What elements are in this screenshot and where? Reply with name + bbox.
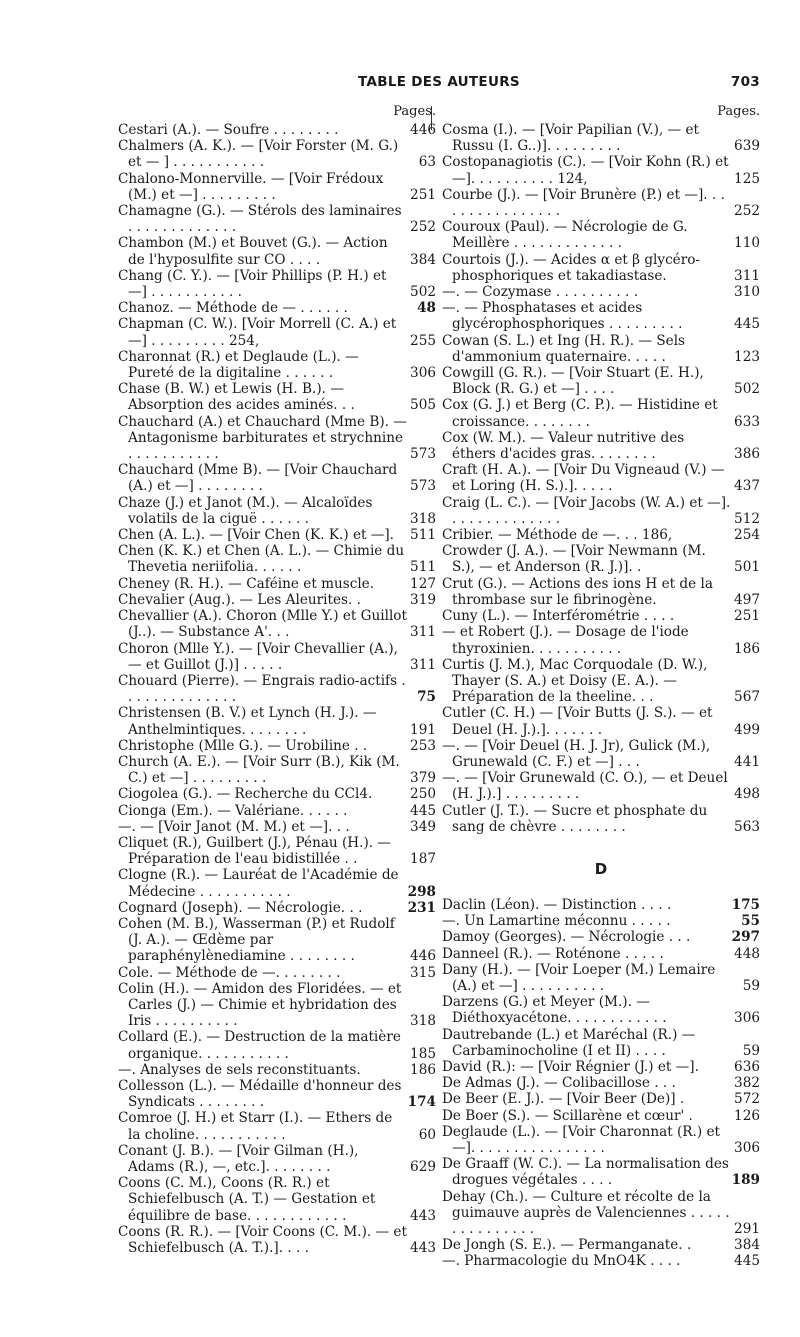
entry-text: Cosma (I.). — [Voir Papilian (V.), — et Russu (I. G..)]. . . . . . . . . bbox=[442, 122, 699, 155]
index-entry bbox=[442, 913, 760, 929]
entry-text: Cox (G. J.) et Berg (C. P.). — Histidine et croissance. . . . . . . . bbox=[442, 397, 718, 430]
entry-text: Dany (H.). — [Voir Loeper (M.) Lemaire (A.) et —] . . . . . . . . . . bbox=[442, 961, 716, 994]
index-entry bbox=[442, 365, 760, 397]
entry-page-number: 443 bbox=[410, 1207, 436, 1224]
index-entry bbox=[118, 316, 436, 348]
entry-text: Deglaude (L.). — [Voir Charonnat (R.) et —]. . . . . . . . . . . . . . . . bbox=[442, 1123, 720, 1156]
entry-text: De Jongh (S. E.). — Permanganate. . bbox=[442, 1237, 692, 1254]
index-entry bbox=[442, 946, 760, 962]
index-entry bbox=[118, 754, 436, 786]
index-entry bbox=[442, 397, 760, 429]
index-entry bbox=[442, 1253, 760, 1269]
entry-text: Dehay (Ch.). — Culture et récolte de la guimauve auprès de Valenciennes . . . . . . . . . . . . . . . bbox=[442, 1188, 730, 1237]
entry-text: — et Robert (J.). — Dosage de l'iode thyroxinien. . . . . . . . . . . bbox=[442, 624, 689, 657]
entry-text: —. — [Voir Janot (M. M.) et —]. . . bbox=[118, 818, 350, 835]
entry-text: Chalmers (A. K.). — [Voir Forster (M. G.) et — ] . . . . . . . . . . . bbox=[118, 138, 399, 171]
entry-text: David (R.): — [Voir Régnier (J.) et —]. bbox=[442, 1058, 699, 1075]
entry-text: Cognard (Joseph). — Nécrologie. . . bbox=[118, 899, 363, 916]
left-entry-list bbox=[118, 122, 436, 1256]
entry-text: Damoy (Georges). — Nécrologie . . . bbox=[442, 929, 691, 946]
index-entry bbox=[442, 1189, 760, 1238]
entry-page-number: 175 bbox=[731, 896, 760, 913]
entry-page-number: 443 bbox=[410, 1240, 436, 1257]
entry-page-number: 382 bbox=[734, 1075, 760, 1092]
entry-text: Conant (J. B.). — [Voir Gilman (H.), Adams (R.), —, etc.]. . . . . . . . bbox=[118, 1142, 359, 1175]
entry-text: Cutler (C. H.) — [Voir Butts (J. S.). — et Deuel (H. J.).]. . . . . . . bbox=[442, 705, 713, 738]
entry-text: Clogne (R.). — Lauréat de l'Académie de Médecine . . . . . . . . . . . bbox=[118, 867, 399, 900]
entry-page-number: 511 bbox=[410, 527, 436, 544]
index-entry bbox=[118, 1062, 436, 1078]
entry-text: Chauchard (Mme B). — [Voir Chauchard (A.) et —] . . . . . . . . bbox=[118, 462, 398, 495]
entry-page-number: 445 bbox=[410, 802, 436, 819]
index-entry bbox=[118, 608, 436, 640]
entry-page-number: 448 bbox=[734, 945, 760, 962]
index-entry bbox=[118, 171, 436, 203]
entry-page-number: 310 bbox=[734, 284, 760, 301]
index-entry bbox=[442, 527, 760, 543]
entry-page-number: 563 bbox=[734, 818, 760, 835]
entry-page-number: 59 bbox=[742, 977, 760, 994]
entry-text: —. — [Voir Grunewald (C. O.), — et Deuel (H. J.).] . . . . . . . . . bbox=[442, 770, 728, 803]
entry-page-number: 441 bbox=[734, 753, 760, 770]
index-entry bbox=[442, 154, 760, 186]
entry-text: Collard (E.). — Destruction de la matière organique. . . . . . . . . . . bbox=[118, 1029, 401, 1062]
d-entry-list bbox=[442, 897, 760, 1270]
entry-page-number: 48 bbox=[417, 300, 436, 317]
running-head bbox=[118, 74, 760, 94]
entry-page-number: 60 bbox=[418, 1126, 436, 1143]
index-entry bbox=[118, 1078, 436, 1110]
entry-text: Cestari (A.). — Soufre . . . . . . . . bbox=[118, 122, 339, 138]
pages-label: Pages. bbox=[393, 104, 436, 119]
index-entry bbox=[442, 705, 760, 737]
entry-text: —. — Cozymase . . . . . . . . . . bbox=[442, 284, 639, 301]
entry-page-number: 319 bbox=[410, 591, 436, 608]
page-title: TABLE DES AUTEURS bbox=[358, 74, 520, 90]
index-entry bbox=[442, 657, 760, 706]
entry-text: Curtis (J. M.), Mac Corquodale (D. W.), Thayer (S. A.) et Doisy (E. A.). — Préparation de la theeline. . . bbox=[442, 656, 708, 706]
entry-page-number: 639 bbox=[734, 138, 760, 155]
entry-page-number: 306 bbox=[734, 1010, 760, 1027]
entry-page-number: 127 bbox=[410, 575, 436, 592]
entry-text: —. Pharmacologie du MnO4K . . . . bbox=[442, 1253, 681, 1270]
index-entry bbox=[442, 770, 760, 802]
entry-text: Daclin (Léon). — Distinction . . . . bbox=[442, 896, 672, 913]
index-entry bbox=[118, 1143, 436, 1175]
index-entry bbox=[442, 462, 760, 494]
entry-page-number: 446 bbox=[410, 948, 436, 965]
entry-page-number: 306 bbox=[734, 1139, 760, 1156]
entry-text: Charonnat (R.) et Deglaude (L.). — Pureté de la digitaline . . . . . . bbox=[118, 348, 359, 382]
index-entry bbox=[118, 786, 436, 802]
entry-text: Craft (H. A.). — [Voir Du Vigneaud (V.) — et Loring (H. S.).]. . . . . bbox=[442, 462, 725, 495]
right-entry-list bbox=[442, 122, 760, 835]
index-entry bbox=[442, 1027, 760, 1059]
entry-text: —. Un Lamartine méconnu . . . . . bbox=[442, 913, 671, 930]
entry-text: Chase (B. W.) et Lewis (H. B.). — Absorption des acides aminés. . . bbox=[118, 381, 355, 414]
index-entry bbox=[118, 349, 436, 381]
entry-page-number: 629 bbox=[410, 1159, 436, 1175]
index-entry bbox=[118, 414, 436, 463]
entry-page-number: 75 bbox=[417, 689, 436, 706]
entry-text: De Beer (E. J.). — [Voir Beer (De)] . bbox=[442, 1091, 685, 1108]
index-entry bbox=[442, 1108, 760, 1124]
entry-text: Chaze (J.) et Janot (M.). — Alcaloïdes volatils de la ciguë . . . . . . bbox=[118, 494, 373, 527]
entry-page-number: 251 bbox=[410, 186, 436, 203]
entry-text: Chauchard (A.) et Chauchard (Mme B). — Antagonisme barbiturates et strychnine . . . . . . . . . . . bbox=[118, 413, 407, 463]
entry-text: —. — Phosphatases et acides glycérophosphoriques . . . . . . . . . bbox=[442, 300, 683, 333]
entry-page-number: 311 bbox=[410, 624, 436, 641]
entry-text: Dautrebande (L.) et Maréchal (R.) — Carbaminocholine (I et II) . . . . bbox=[442, 1026, 696, 1059]
entry-page-number: 636 bbox=[734, 1058, 760, 1075]
entry-text: Chang (C. Y.). — [Voir Phillips (P. H.) et —] . . . . . . . . . . . bbox=[118, 267, 387, 301]
index-entry bbox=[442, 897, 760, 913]
entry-page-number: 185 bbox=[410, 1045, 436, 1062]
entry-text: Cuny (L.). — Interférométrie . . . . bbox=[442, 608, 675, 625]
entry-page-number: 573 bbox=[410, 478, 436, 495]
pages-label: Pages. bbox=[717, 104, 760, 119]
entry-page-number: 306 bbox=[410, 365, 436, 382]
entry-page-number: 186 bbox=[410, 1061, 436, 1078]
index-entry bbox=[442, 1156, 760, 1188]
index-entry bbox=[442, 543, 760, 575]
entry-page-number: 187 bbox=[410, 851, 436, 868]
entry-text: Comroe (J. H.) et Starr (I.). — Ethers de la choline. . . . . . . . . . . bbox=[118, 1110, 393, 1143]
entry-page-number: 110 bbox=[734, 235, 760, 252]
entry-page-number: 384 bbox=[410, 251, 436, 268]
entry-text: Cole. — Méthode de —. . . . . . . . bbox=[118, 964, 341, 981]
entry-page-number: 123 bbox=[734, 348, 760, 365]
entry-text: De Admas (J.). — Colibacillose . . . bbox=[442, 1075, 676, 1092]
index-entry bbox=[442, 284, 760, 300]
entry-page-number: 384 bbox=[734, 1237, 760, 1254]
entry-text: Ciogolea (G.). — Recherche du CCl4. bbox=[118, 786, 373, 803]
index-entry bbox=[118, 1224, 436, 1256]
entry-text: Cheney (R. H.). — Caféine et muscle. bbox=[118, 575, 375, 592]
entry-page-number: 386 bbox=[734, 446, 760, 463]
entry-text: Church (A. E.). — [Voir Surr (B.), Kik (M. C.) et —] . . . . . . . . . bbox=[118, 753, 400, 787]
right-column bbox=[442, 104, 760, 1270]
entry-text: Crowder (J. A.). — [Voir Newmann (M. S.), — et Anderson (R. J.)]. . bbox=[442, 543, 706, 576]
entry-page-number: 379 bbox=[410, 770, 436, 787]
index-entry bbox=[118, 235, 436, 267]
entry-page-number: 186 bbox=[734, 640, 760, 657]
index-entry bbox=[442, 608, 760, 624]
entry-page-number: 437 bbox=[734, 478, 760, 495]
entry-text: Cowan (S. L.) et Ing (H. R.). — Sels d'ammonium quaternaire. . . . . bbox=[442, 332, 686, 365]
entry-text: Cliquet (R.), Guilbert (J.), Pénau (H.). — Préparation de l'eau bidistillée . . bbox=[118, 834, 392, 868]
entry-page-number: 501 bbox=[734, 559, 760, 576]
index-entry bbox=[442, 624, 760, 656]
entry-text: Chevalier (Aug.). — Les Aleurites. . bbox=[118, 591, 361, 608]
entry-text: Chambon (M.) et Bouvet (G.). — Action de l'hyposulfite sur CO . . . . bbox=[118, 235, 388, 268]
entry-text: Courbe (J.). — [Voir Brunère (P.) et —]. . . . . . . . . . . . . . . . bbox=[442, 186, 725, 220]
entry-text: —. — [Voir Deuel (H. J. Jr), Gulick (M.), Grunewald (C. F.) et —] . . . bbox=[442, 737, 711, 770]
entry-page-number: 126 bbox=[734, 1107, 760, 1124]
entry-page-number: 567 bbox=[734, 689, 760, 706]
entry-text: De Boer (S.). — Scillarène et cœur' . bbox=[442, 1107, 693, 1124]
entry-text: Chalono-Monnerville. — [Voir Frédoux (M.) et —] . . . . . . . . . bbox=[118, 170, 384, 203]
entry-page-number: 297 bbox=[731, 929, 760, 946]
entry-text: Cohen (M. B.), Wasserman (P.) et Rudolf (J. A.). — Œdème par paraphénylènediamine . . . . . . . . bbox=[118, 915, 395, 965]
index-entry bbox=[118, 592, 436, 608]
entry-page-number: 318 bbox=[410, 510, 436, 527]
entry-page-number: 125 bbox=[734, 170, 760, 187]
index-entry bbox=[118, 300, 436, 316]
entry-page-number: 311 bbox=[410, 656, 436, 673]
entry-page-number: 572 bbox=[734, 1091, 760, 1108]
entry-page-number: 255 bbox=[410, 332, 436, 349]
index-entry bbox=[442, 187, 760, 219]
index-entry bbox=[118, 835, 436, 867]
index-entry bbox=[118, 803, 436, 819]
entry-page-number: 63 bbox=[418, 154, 436, 171]
entry-text: Craig (L. C.). — [Voir Jacobs (W. A.) et —]. . . . . . . . . . . . . . bbox=[442, 494, 731, 527]
index-entry bbox=[442, 219, 760, 251]
entry-text: Cionga (Em.). — Valériane. . . . . . bbox=[118, 802, 348, 819]
entry-page-number: 315 bbox=[410, 964, 436, 981]
index-entry bbox=[442, 962, 760, 994]
index-entry bbox=[118, 203, 436, 235]
index-entry bbox=[442, 576, 760, 608]
entry-text: Chevallier (A.). Choron (Mlle Y.) et Guillot (J..). — Substance A'. . . bbox=[118, 608, 407, 641]
index-entry bbox=[118, 1110, 436, 1142]
index-entry bbox=[118, 543, 436, 575]
entry-page-number: 311 bbox=[734, 267, 760, 284]
entry-text: Chen (K. K.) et Chen (A. L.). — Chimie du Thevetia neriifolia. . . . . . bbox=[118, 543, 405, 576]
index-entry bbox=[442, 803, 760, 835]
index-entry bbox=[118, 900, 436, 916]
index-entry bbox=[442, 333, 760, 365]
index-entry bbox=[118, 1029, 436, 1061]
entry-text: Cribier. — Méthode de —. . . 186, bbox=[442, 527, 673, 544]
index-entry bbox=[118, 673, 436, 705]
entry-page-number: 349 bbox=[410, 818, 436, 835]
index-entry bbox=[118, 381, 436, 413]
entry-page-number: 445 bbox=[734, 316, 760, 333]
entry-text: Colin (H.). — Amidon des Floridées. — et Carles (J.) — Chimie et hybridation des Iris . . . . . . . . . . bbox=[118, 980, 402, 1030]
entry-page-number: 446 bbox=[410, 122, 436, 138]
entry-page-number: 191 bbox=[410, 721, 436, 738]
entry-text: Chanoz. — Méthode de — . . . . . . bbox=[118, 300, 348, 317]
entry-page-number: 291 bbox=[734, 1221, 760, 1237]
index-entry bbox=[442, 252, 760, 284]
index-entry bbox=[118, 705, 436, 737]
entry-page-number: 505 bbox=[410, 397, 436, 414]
entry-page-number: 174 bbox=[407, 1094, 436, 1111]
entry-text: Couroux (Paul). — Nécrologie de G. Meillère . . . . . . . . . . . . . bbox=[442, 219, 688, 252]
entry-text: Coons (R. R.). — [Voir Coons (C. M.). — et Schiefelbusch (A. T.).]. . . . bbox=[118, 1223, 407, 1257]
index-entry bbox=[442, 929, 760, 945]
entry-page-number: 253 bbox=[410, 737, 436, 754]
entry-page-number: 252 bbox=[410, 219, 436, 236]
entry-page-number: 254 bbox=[734, 527, 760, 544]
entry-page-number: 318 bbox=[410, 1013, 436, 1030]
index-entry bbox=[442, 495, 760, 527]
index-entry bbox=[118, 867, 436, 899]
entry-page-number: 252 bbox=[734, 203, 760, 220]
index-entry bbox=[118, 738, 436, 754]
entry-text: Collesson (L.). — Médaille d'honneur des Syndicats . . . . . . . . bbox=[118, 1077, 402, 1111]
entry-page-number: 573 bbox=[410, 446, 436, 463]
index-entry bbox=[118, 819, 436, 835]
index-entry bbox=[442, 1124, 760, 1156]
entry-text: Chamagne (G.). — Stérols des laminaires . . . . . . . . . . . . . bbox=[118, 203, 402, 236]
index-entry bbox=[442, 430, 760, 462]
entry-page-number: 502 bbox=[734, 381, 760, 398]
entry-page-number: 445 bbox=[734, 1253, 760, 1270]
entry-text: Cox (W. M.). — Valeur nutritive des éthers d'acides gras. . . . . . . . bbox=[442, 429, 685, 463]
entry-text: Chouard (Pierre). — Engrais radio-actifs . . . . . . . . . . . . . . bbox=[118, 672, 406, 706]
index-entry bbox=[118, 527, 436, 543]
index-entry bbox=[118, 641, 436, 673]
entry-page-number: 633 bbox=[734, 413, 760, 430]
entry-text: Crut (G.). — Actions des ions H et de la thrombase sur le fibrinogène. bbox=[442, 575, 713, 608]
entry-page-number: 55 bbox=[741, 913, 760, 930]
entry-page-number: 59 bbox=[742, 1042, 760, 1059]
entry-text: Cowgill (G. R.). — [Voir Stuart (E. H.), Block (R. G.) et —] . . . . bbox=[442, 365, 704, 398]
entry-text: —. Analyses de sels reconstituants. bbox=[118, 1061, 361, 1078]
entry-page-number: 298 bbox=[407, 883, 436, 900]
index-entry bbox=[442, 1091, 760, 1107]
entry-page-number: 498 bbox=[734, 786, 760, 803]
index-entry bbox=[118, 122, 436, 138]
left-column bbox=[118, 104, 436, 1256]
index-entry bbox=[118, 916, 436, 965]
entry-page-number: 231 bbox=[407, 899, 436, 916]
entry-page-number: 511 bbox=[410, 559, 436, 576]
entry-page-number: 250 bbox=[410, 786, 436, 803]
page-number: 703 bbox=[730, 74, 760, 90]
index-entry bbox=[118, 495, 436, 527]
entry-text: Cutler (J. T.). — Sucre et phosphate du sang de chèvre . . . . . . . . bbox=[442, 802, 708, 835]
index-entry bbox=[118, 981, 436, 1030]
entry-text: Danneel (R.). — Roténone . . . . . bbox=[442, 945, 664, 962]
index-entry bbox=[442, 1059, 760, 1075]
entry-page-number: 251 bbox=[734, 608, 760, 625]
index-entry bbox=[118, 965, 436, 981]
entry-page-number: 502 bbox=[410, 284, 436, 301]
index-entry bbox=[442, 1075, 760, 1091]
index-entry bbox=[442, 122, 760, 154]
index-entry bbox=[442, 300, 760, 332]
index-entry bbox=[442, 994, 760, 1026]
entry-text: Christophe (Mlle G.). — Urobiline . . bbox=[118, 737, 368, 754]
index-entry bbox=[118, 268, 436, 300]
entry-text: Courtois (J.). — Acides α et β glycéro-phosphoriques et takadiastase. bbox=[442, 251, 701, 284]
index-entry bbox=[442, 738, 760, 770]
entry-text: Coons (C. M.), Coons (R. R.) et Schiefelbusch (A. T.) — Gestation et équilibre de base. . . . . . . . . . . . bbox=[118, 1175, 376, 1224]
entry-text: Chapman (C. W.). [Voir Morrell (C. A.) et —] . . . . . . . . . 254, bbox=[118, 316, 397, 349]
entry-page-number: 499 bbox=[734, 721, 760, 738]
entry-text: De Graaff (W. C.). — La normalisation des drogues végétales . . . . bbox=[442, 1156, 729, 1189]
entry-page-number: 497 bbox=[734, 591, 760, 608]
entry-page-number: 189 bbox=[731, 1172, 760, 1189]
entry-text: Costopanagiotis (C.). — [Voir Kohn (R.) et —]. . . . . . . . . . 124, bbox=[442, 154, 729, 187]
index-entry bbox=[118, 1175, 436, 1224]
section-letter: D bbox=[594, 859, 608, 878]
entry-text: Chen (A. L.). — [Voir Chen (K. K.) et —]. bbox=[118, 527, 394, 544]
index-entry bbox=[118, 138, 436, 170]
entry-page-number: 512 bbox=[734, 510, 760, 527]
entry-text: Choron (Mlle Y.). — [Voir Chevallier (A.), — et Guillot (J.)] . . . . . bbox=[118, 640, 398, 673]
index-entry bbox=[442, 1237, 760, 1253]
entry-text: Christensen (B. V.) et Lynch (H. J.). — Anthelmintiques. . . . . . . . bbox=[118, 705, 377, 738]
index-entry bbox=[118, 462, 436, 494]
index-entry bbox=[118, 576, 436, 592]
entry-text: Darzens (G.) et Meyer (M.). — Diéthoxyacétone. . . . . . . . . . . . bbox=[442, 994, 667, 1027]
